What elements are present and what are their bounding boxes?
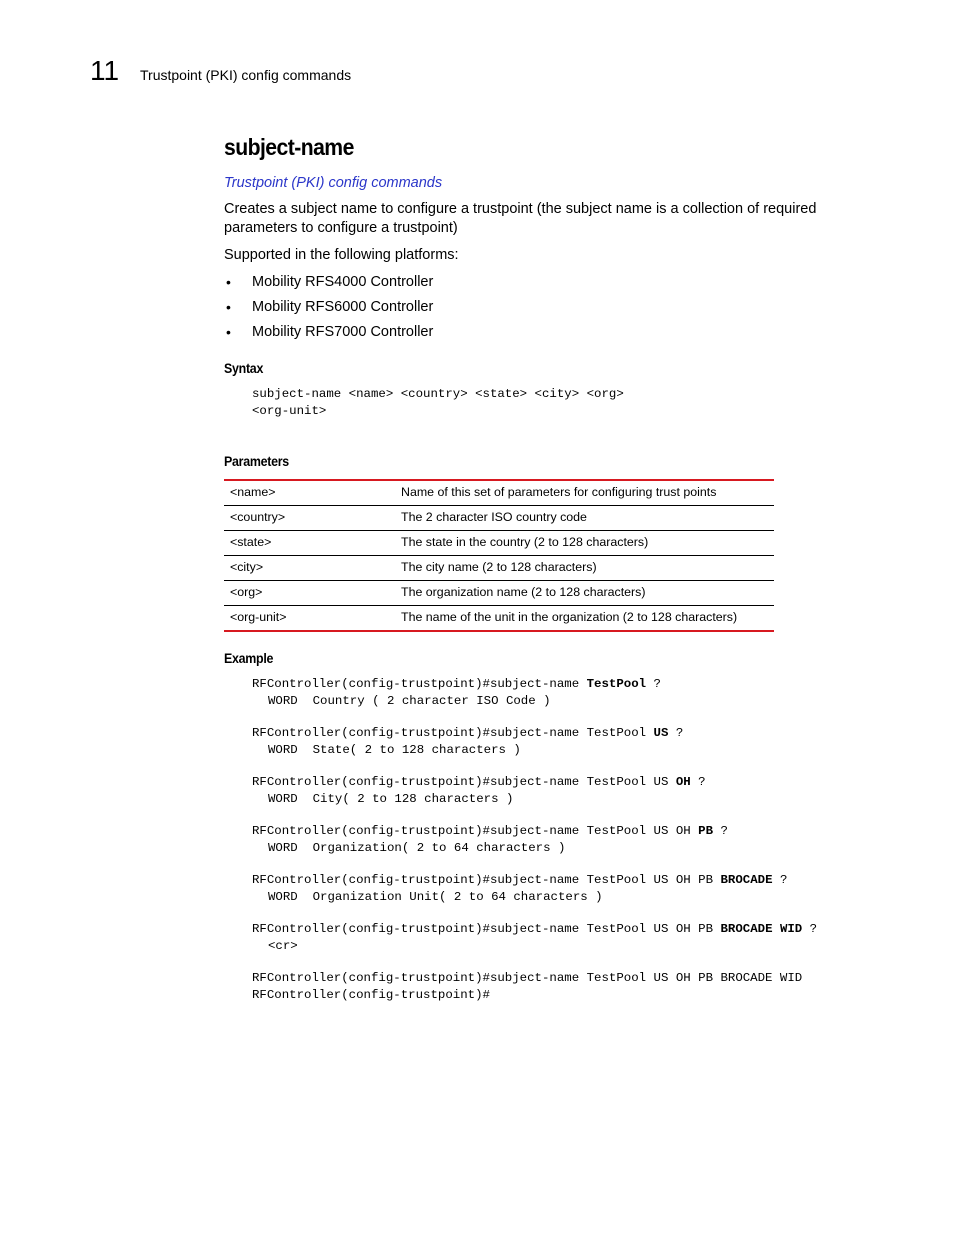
example-prompt-line: RFController(config-trustpoint)# — [252, 987, 490, 1002]
command-suffix: ? — [802, 922, 818, 936]
table-row — [224, 506, 774, 531]
command-bold-arg: US — [653, 726, 669, 740]
command-text: RFController(config-trustpoint)#subject-name TestPool US OH — [252, 824, 699, 838]
table-row — [224, 480, 774, 506]
list-item — [224, 323, 864, 342]
command-suffix: ? — [713, 824, 728, 838]
example-command-line — [252, 921, 864, 938]
command-bold-arg: BROCADE WID — [720, 922, 803, 936]
example-command-line — [252, 823, 864, 840]
example-command-line — [252, 725, 864, 742]
param-description: The state in the country (2 to 128 characters) — [395, 531, 774, 556]
chapter-number: 11 — [90, 55, 120, 86]
chapter-title: Trustpoint (PKI) config commands — [140, 67, 352, 83]
example-response-line: WORD City( 2 to 128 characters ) — [268, 791, 514, 806]
param-name: <state> — [224, 531, 395, 556]
command-suffix: ? — [772, 873, 788, 887]
bullet-icon: • — [226, 324, 231, 340]
table-row — [224, 531, 774, 556]
list-item — [224, 298, 864, 317]
example-response-line: WORD State( 2 to 128 characters ) — [268, 742, 521, 757]
param-name: <name> — [224, 480, 395, 506]
command-text: RFController(config-trustpoint)#subject-name — [252, 677, 587, 691]
example-block — [252, 970, 864, 1003]
syntax-code — [252, 386, 852, 419]
table-row — [224, 556, 774, 581]
example-block — [252, 725, 864, 758]
example-command-line — [252, 774, 864, 791]
example-response-line: WORD Organization( 2 to 64 characters ) — [268, 840, 566, 855]
command-text: RFController(config-trustpoint)#subject-name TestPool US — [252, 775, 676, 789]
syntax-line: <org-unit> — [252, 403, 327, 418]
parameters-table — [224, 479, 774, 632]
bullet-icon: • — [226, 299, 231, 315]
example-block — [252, 921, 864, 954]
command-bold-arg: PB — [698, 824, 714, 838]
platform-list — [224, 273, 864, 342]
platforms-intro: Supported in the following platforms: — [224, 247, 459, 263]
command-bold-arg: OH — [675, 775, 691, 789]
command-suffix: ? — [646, 677, 661, 691]
example-command-line: RFController(config-trustpoint)#subject-name TestPool US OH PB BROCADE WID — [252, 971, 803, 985]
example-response-line: <cr> — [268, 938, 298, 953]
table-row — [224, 581, 774, 606]
platform-label: Mobility RFS7000 Controller — [252, 324, 434, 340]
example-command-line — [252, 872, 864, 889]
command-description: Creates a subject name to configure a trustpoint (the subject name is a collection of required parameters to configure a trustpoint) — [224, 201, 817, 236]
syntax-line: subject-name <name> <country> <state> <city> <org> — [252, 387, 624, 401]
example-command-line — [252, 676, 864, 693]
bullet-icon: • — [226, 274, 231, 290]
param-description: Name of this set of parameters for configuring trust points — [395, 480, 774, 506]
command-suffix: ? — [690, 775, 706, 789]
platform-label: Mobility RFS6000 Controller — [252, 299, 434, 315]
example-block — [252, 676, 864, 709]
page-content — [224, 132, 864, 1019]
param-description: The name of the unit in the organization (2 to 128 characters) — [401, 610, 738, 624]
command-bold-arg: BROCADE — [720, 873, 773, 887]
param-name: <org-unit> — [230, 610, 287, 624]
example-block — [252, 872, 864, 905]
table-row — [224, 606, 774, 632]
example-code — [252, 676, 864, 1003]
param-description: The city name (2 to 128 characters) — [395, 556, 774, 581]
param-name: <country> — [224, 506, 395, 531]
example-response-line: WORD Organization Unit( 2 to 64 characters ) — [268, 889, 603, 904]
syntax-heading: Syntax — [224, 361, 264, 376]
example-block — [252, 823, 864, 856]
param-description: The organization name (2 to 128 characters) — [395, 581, 774, 606]
parameters-heading: Parameters — [224, 454, 289, 469]
command-text: RFController(config-trustpoint)#subject-name TestPool — [252, 726, 654, 740]
list-item — [224, 273, 864, 292]
chapter-cross-reference-link[interactable]: Trustpoint (PKI) config commands — [224, 175, 443, 191]
command-text: RFController(config-trustpoint)#subject-name TestPool US OH PB — [252, 922, 721, 936]
section-title: subject-name — [224, 134, 354, 160]
command-suffix: ? — [668, 726, 684, 740]
param-name: <city> — [224, 556, 395, 581]
command-text: RFController(config-trustpoint)#subject-name TestPool US OH PB — [252, 873, 721, 887]
command-bold-arg: TestPool — [586, 677, 647, 691]
param-description: The 2 character ISO country code — [395, 506, 774, 531]
param-name: <org> — [224, 581, 395, 606]
example-block — [252, 774, 864, 807]
example-heading: Example — [224, 651, 274, 666]
example-response-line: WORD Country ( 2 character ISO Code ) — [268, 693, 551, 708]
platform-label: Mobility RFS4000 Controller — [252, 274, 434, 290]
